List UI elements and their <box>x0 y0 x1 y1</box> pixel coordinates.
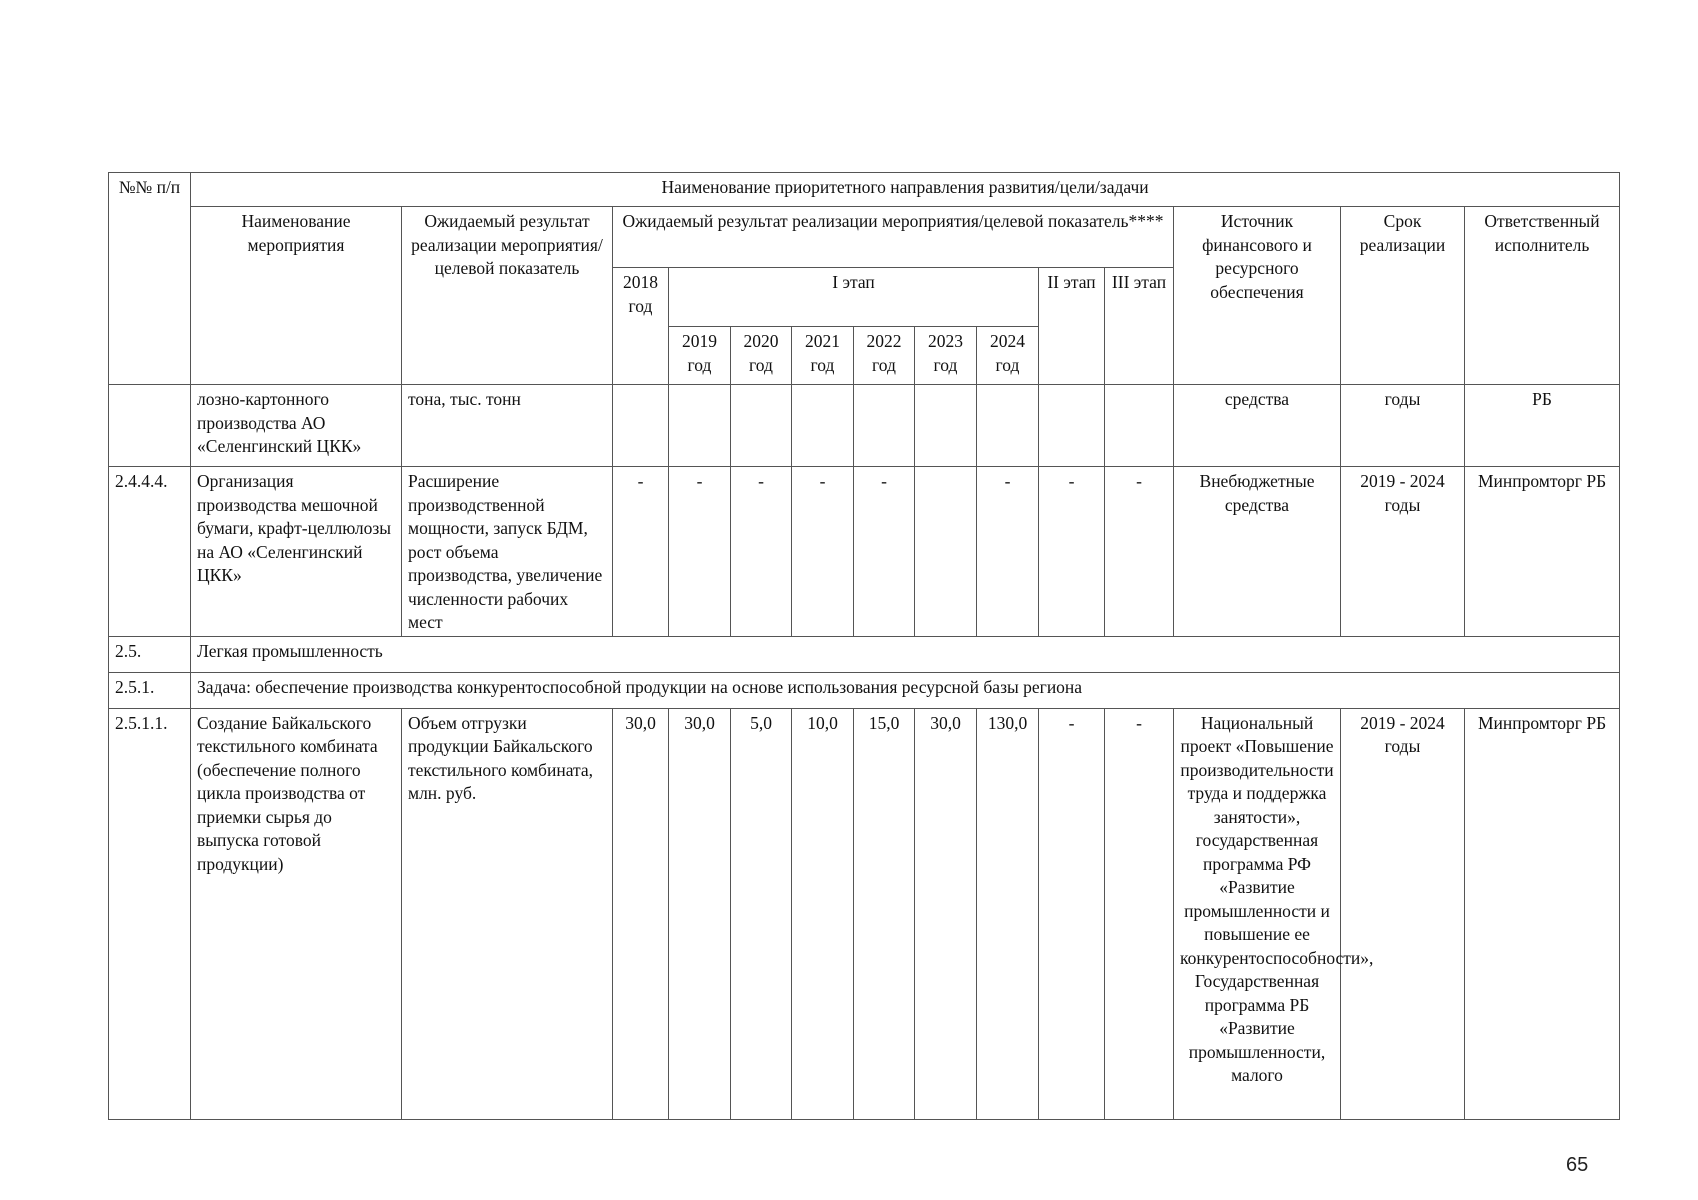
row-responsible: Минпромторг РБ <box>1465 708 1620 1119</box>
row-value: 15,0 <box>854 708 915 1119</box>
header-term: Срок реализации <box>1341 207 1465 385</box>
row-result: тона, тыс. тонн <box>402 385 613 467</box>
row-value: - <box>792 467 854 637</box>
row-value: - <box>731 467 792 637</box>
section-title: Легкая промышленность <box>191 636 1620 672</box>
measures-table <box>108 172 1620 1120</box>
header-stage-1: I этап <box>669 268 1039 327</box>
header-num: №№ п/п <box>109 173 191 385</box>
header-direction: Наименование приоритетного направления развития/цели/задачи <box>191 173 1620 207</box>
task-title: Задача: обеспечение производства конкурентоспособной продукции на основе использования ресурсной базы региона <box>191 672 1620 708</box>
header-measure-name: Наименование мероприятия <box>191 207 402 385</box>
header-year-2019: 2019 год <box>669 327 731 385</box>
header-year-2022: 2022 год <box>854 327 915 385</box>
header-responsible: Ответственный исполнитель <box>1465 207 1620 385</box>
header-expected-result: Ожидаемый результат реализации мероприятия/целевой показатель <box>402 207 613 385</box>
row-term: годы <box>1341 385 1465 467</box>
row-value <box>731 385 792 467</box>
row-value <box>915 385 977 467</box>
row-term: 2019 - 2024 годы <box>1341 467 1465 637</box>
row-value: - <box>1105 467 1174 637</box>
row-num: 2.5.1.1. <box>109 708 191 1119</box>
row-value <box>669 385 731 467</box>
row-result: Расширение производственной мощности, запуск БДМ, рост объема производства, увеличение численности рабочих мест <box>402 467 613 637</box>
row-source: средства <box>1174 385 1341 467</box>
row-measure: Создание Байкальского текстильного комбината (обеспечение полного цикла производства от приемки сырья до выпуска готовой продукции) <box>191 708 402 1119</box>
header-stage-2: II этап <box>1039 268 1105 385</box>
row-value: 130,0 <box>977 708 1039 1119</box>
row-value <box>613 385 669 467</box>
header-year-2018: 2018 год <box>613 268 669 385</box>
row-value <box>1105 385 1174 467</box>
row-value <box>854 385 915 467</box>
row-value: - <box>669 467 731 637</box>
header-year-2024: 2024 год <box>977 327 1039 385</box>
header-year-2021: 2021 год <box>792 327 854 385</box>
row-value: - <box>613 467 669 637</box>
row-measure: лозно-картонного производства АО «Селенгинский ЦКК» <box>191 385 402 467</box>
page-number: 65 <box>1566 1154 1589 1176</box>
row-value: 30,0 <box>613 708 669 1119</box>
row-value <box>915 467 977 637</box>
document-table-container <box>108 172 1619 1120</box>
row-value: 30,0 <box>915 708 977 1119</box>
table-row <box>109 385 1620 467</box>
header-year-2020: 2020 год <box>731 327 792 385</box>
table-row <box>109 636 1620 672</box>
row-value: - <box>1105 708 1174 1119</box>
header-stage-3: III этап <box>1105 268 1174 385</box>
row-responsible: РБ <box>1465 385 1620 467</box>
row-value <box>792 385 854 467</box>
header-source: Источник финансового и ресурсного обеспечения <box>1174 207 1341 385</box>
row-value: 10,0 <box>792 708 854 1119</box>
row-value: 5,0 <box>731 708 792 1119</box>
table-row <box>109 467 1620 637</box>
row-num: 2.5. <box>109 636 191 672</box>
row-value: - <box>1039 708 1105 1119</box>
row-value <box>1039 385 1105 467</box>
row-source: Национальный проект «Повышение производительности труда и поддержка занятости», государственная программа РФ «Развитие промышленности и повышение ее конкурентоспособности», Государственная программа РБ «Развитие промышленности, малого <box>1174 708 1341 1119</box>
row-num <box>109 385 191 467</box>
row-value: - <box>1039 467 1105 637</box>
row-num: 2.4.4.4. <box>109 467 191 637</box>
table-row <box>109 672 1620 708</box>
row-result: Объем отгрузки продукции Байкальского текстильного комбината, млн. руб. <box>402 708 613 1119</box>
row-term: 2019 - 2024 годы <box>1341 708 1465 1119</box>
row-responsible: Минпромторг РБ <box>1465 467 1620 637</box>
row-source: Внебюджетные средства <box>1174 467 1341 637</box>
row-value: 30,0 <box>669 708 731 1119</box>
header-expected-indicator: Ожидаемый результат реализации мероприятия/целевой показатель**** <box>613 207 1174 268</box>
row-measure: Организация производства мешочной бумаги, крафт-целлюлозы на АО «Селенгинский ЦКК» <box>191 467 402 637</box>
table-row <box>109 708 1620 1119</box>
header-year-2023: 2023 год <box>915 327 977 385</box>
row-num: 2.5.1. <box>109 672 191 708</box>
row-value: - <box>854 467 915 637</box>
row-value <box>977 385 1039 467</box>
row-value: - <box>977 467 1039 637</box>
